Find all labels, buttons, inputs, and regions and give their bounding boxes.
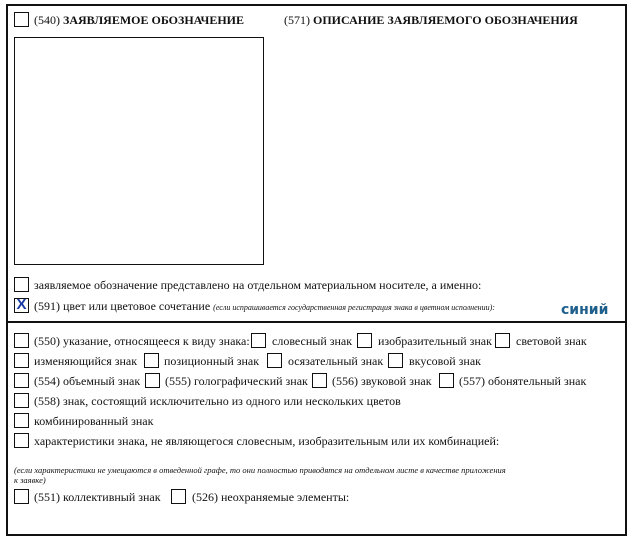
holographic-checkbox[interactable] <box>145 373 160 388</box>
header-right-title: ОПИСАНИЕ ЗАЯВЛЯЕМОГО ОБОЗНАЧЕНИЯ <box>313 13 578 27</box>
separate-carrier-label: заявляемое обозначение представлено на отдельном материальном носителе, а именно: <box>34 278 482 292</box>
color-label: цвет или цветовое сочетание <box>63 299 211 313</box>
light-checkbox[interactable] <box>495 333 510 348</box>
positional-checkbox[interactable] <box>144 353 159 368</box>
unprotected-label: (526) неохраняемые элементы: <box>192 490 350 504</box>
mark-image-box[interactable] <box>14 37 264 265</box>
color-check-mark: Х <box>16 296 27 313</box>
taste-label: вкусовой знак <box>409 354 481 368</box>
mark-designation-header <box>34 13 244 27</box>
footnote-line-1: (если характеристики не умещаются в отведенной графе, то они полностью приводятся на отдельном листе в качестве приложения <box>14 465 506 475</box>
footnote <box>14 465 614 485</box>
color-note: (если испрашивается государственная регистрация знака в цветном исполнении): <box>213 303 495 312</box>
collective-label: (551) коллективный знак <box>34 490 161 504</box>
color-value-handwritten: синий <box>561 302 609 318</box>
mark-designation-checkbox[interactable] <box>14 12 29 27</box>
combined-label: комбинированный знак <box>34 414 154 428</box>
color-checkbox[interactable] <box>14 298 29 313</box>
header-right-code: (571) <box>284 13 310 27</box>
sound-checkbox[interactable] <box>312 373 327 388</box>
verbal-label: словесный знак <box>272 334 353 348</box>
light-label: световой знак <box>516 334 587 348</box>
unprotected-checkbox[interactable] <box>171 489 186 504</box>
figurative-checkbox[interactable] <box>357 333 372 348</box>
mark-description-header <box>284 13 578 27</box>
collective-checkbox[interactable] <box>14 489 29 504</box>
taste-checkbox[interactable] <box>388 353 403 368</box>
section-divider <box>6 321 627 323</box>
separate-carrier-checkbox[interactable] <box>14 277 29 292</box>
volume-checkbox[interactable] <box>14 373 29 388</box>
combined-checkbox[interactable] <box>14 413 29 428</box>
colors-only-checkbox[interactable] <box>14 393 29 408</box>
kind-indication-label: (550) указание, относящееся к виду знака: <box>34 334 250 348</box>
kind-indication-checkbox[interactable] <box>14 333 29 348</box>
header-left-title: ЗАЯВЛЯЕМОЕ ОБОЗНАЧЕНИЕ <box>63 13 245 27</box>
changing-checkbox[interactable] <box>14 353 29 368</box>
header-left-code: (540) <box>34 13 60 27</box>
positional-label: позиционный знак <box>164 354 260 368</box>
figurative-label: изобразительный знак <box>378 334 492 348</box>
tactile-checkbox[interactable] <box>267 353 282 368</box>
footnote-line-2: к заявке) <box>14 475 46 485</box>
color-line <box>34 299 495 315</box>
olfactory-label: (557) обонятельный знак <box>459 374 587 388</box>
colors-only-label: (558) знак, состоящий исключительно из одного или нескольких цветов <box>34 394 401 408</box>
volume-label: (554) объемный знак <box>34 374 141 388</box>
verbal-checkbox[interactable] <box>251 333 266 348</box>
holographic-label: (555) голографический знак <box>165 374 308 388</box>
color-code: (591) <box>34 299 60 313</box>
characteristics-checkbox[interactable] <box>14 433 29 448</box>
changing-label: изменяющийся знак <box>34 354 138 368</box>
sound-label: (556) звуковой знак <box>332 374 432 388</box>
characteristics-label: характеристики знака, не являющегося словесным, изобразительным или их комбинацией: <box>34 434 500 448</box>
olfactory-checkbox[interactable] <box>439 373 454 388</box>
tactile-label: осязательный знак <box>288 354 384 368</box>
